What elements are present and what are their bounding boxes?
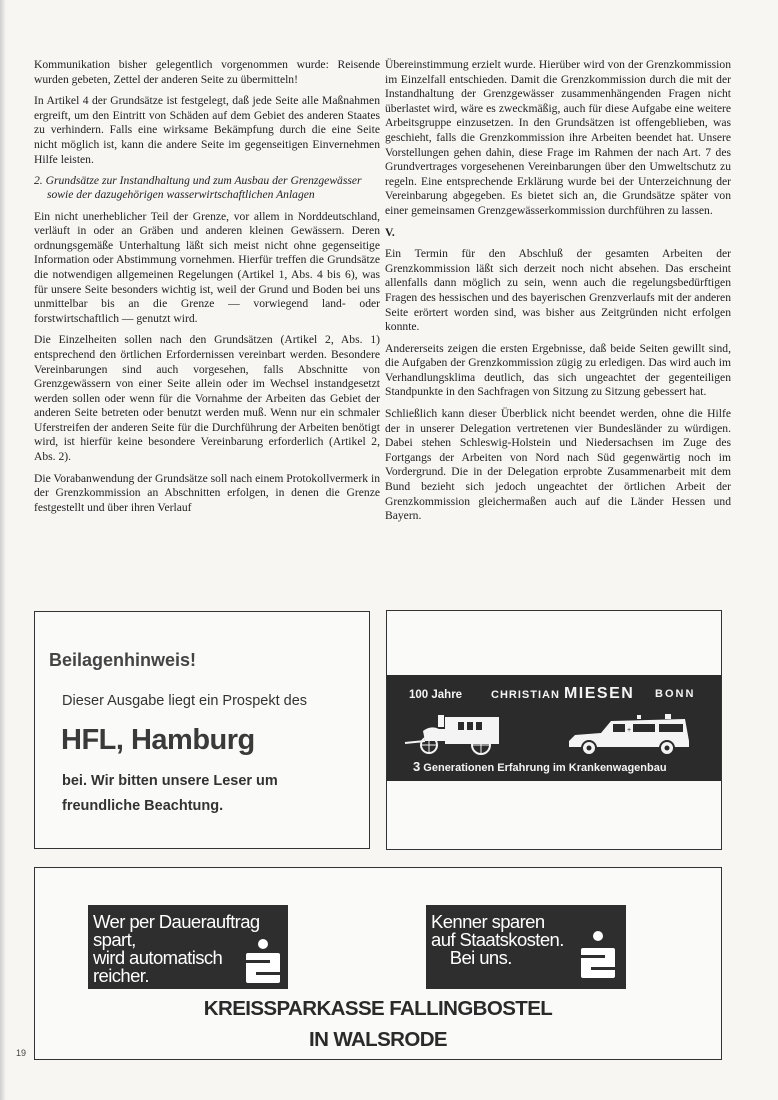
motor-ambulance-icon xyxy=(567,713,692,757)
miesen-city: BONN xyxy=(655,688,696,700)
slogan-line: Kenner sparen xyxy=(431,911,545,932)
paragraph: Die Einzelheiten sollen nach den Grundsätzen (Artikel 2, Abs. 1) entsprechend den örtlichen Erfordernissen vereinbart werden. Besondere Vereinbarungen sind auch vorgesehen, falls Abschnitte von Grenzgewässern von einer Seite allein oder im Wechsel instandgesetzt werden sollen oder wenn für die Vornahme der Arbeiten das Gebiet der anderen Seite betreten oder benutzt werden muß. Wenn nur ein schmaler Uferstreifen der anderen Seite für die Durchführung der Arbeiten benötigt wird, ist hierfür keine besondere Vereinbarung erforderlich (Artikel 2, Abs. 2). xyxy=(34,333,380,464)
article-right-column xyxy=(385,58,731,531)
section-number: V. xyxy=(385,225,395,239)
miesen-firm-name xyxy=(491,685,634,703)
svg-text:+: + xyxy=(627,727,632,734)
insert-notice-text: Dieser Ausgabe liegt ein Prospekt des xyxy=(62,693,308,709)
page-edge-shadow xyxy=(0,0,6,1100)
miesen-dark-band xyxy=(387,675,721,781)
insert-notice-text: freundliche Beachtung. xyxy=(62,798,224,814)
section-heading: 2. Grundsätze zur Instandhaltung und zum Ausbau der Grenzgewässer sowie der dazugehörigen wasserwirtschaftlichen Anlagen xyxy=(34,174,362,202)
paragraph: Ein nicht unerheblicher Teil der Grenze, vor allem in Norddeutschland, verläuft in oder an Gräben und anderen kleinen Gewässern. Deren ordnungsgemäße Unterhaltung läßt sich meist nicht ohne gegenseitige Information oder Abstimmung vornehmen. Hierfür treffen die Grundsätze die notwendigen allgemeinen Regelungen (Artikel 1, Abs. 4 bis 6), was für unsere Seite besonders wichtig ist, weil der Grund und Boden bei uns unmittelbar bis an die Grenze — vorwiegend land- oder forstwirtschaftlich — genutzt wird. xyxy=(34,209,380,325)
paragraph: Übereinstimmung erzielt wurde. Hierüber wird von der Grenzkommission im Einzelfall entschieden. Damit die Grenzkommission durch die mit der Instandhaltung der Grenzgewässer zusammenhängenden Fragen nicht überlastet wird, wäre es zweckmäßig, auch für diese Aufgabe eine weitere Arbeitsgruppe einzusetzen. In den Grundsätzen ist offengeblieben, was geschieht, falls die Grenzkommission ihre Arbeiten beendet hat. Unsere Vorstellungen gehen dahin, diese Frage im Rahmen der nach Art. 7 des Grundvertrages vorgesehenen Vereinbarungen über den Umweltschutz zu regeln. Eine entsprechende Erklärung wurde bei der Unterzeichnung der Vereinbarung abgegeben. Es bietet sich an, die Grundsätze später von einer gemeinsamen Grenzgewässerkommission durchführen zu lassen. xyxy=(385,58,731,217)
paragraph: Ein Termin für den Abschluß der gesamten Arbeiten der Grenzkommission läßt sich derzeit noch nicht absehen. Das erscheint allenfalls dann möglich zu sein, wenn auch die regelungsbedürftigen Fragen des hessischen und des bayerischen Grenzverlaufs mit der anderen Seite erörtert worden sind, was bisher aus Zeitgründen nicht erfolgen konnte. xyxy=(385,247,731,334)
horse-drawn-ambulance-icon xyxy=(403,711,503,755)
page-number: 19 xyxy=(16,1048,27,1058)
paragraph: Andererseits zeigen die ersten Ergebnisse, daß beide Seiten gewillt sind, die Aufgaben der Grenzkommission zügig zu erledigen. Das wird auch im Verhandlungsklima deutlich, das sich ungeachtet der gegenteiligen Standpunkte in den Sachfragen von Sitzung zu Sitzung gebessert hat. xyxy=(385,341,731,399)
insert-notice-text: bei. Wir bitten unsere Leser um xyxy=(62,773,278,789)
sparkasse-s-logo-icon xyxy=(245,938,281,984)
savings-slogan-panel-left xyxy=(88,905,288,989)
bank-location: IN WALSRODE xyxy=(308,1028,448,1051)
miesen-ambulance-ad xyxy=(386,610,722,850)
paragraph: Schließlich kann dieser Überblick nicht beendet werden, ohne die Hilfe der in unserer Delegation vertretenen vier Bundesländer zu würdigen. Dabei stehen Schleswig-Holstein und Niedersachsen im Zuge des Fortgangs der Arbeiten von Nord nach Süd gegenwärtig noch im Vordergrund. Die in der Delegation erprobte Zusammenarbeit mit dem Bund bezieht sich jedoch ungeachtet der örtlichen Arbeit der Grenzkommission gleichermaßen auch auf die Länder Hessen und Bayern. xyxy=(385,407,731,523)
miesen-firm-surname: MIESEN xyxy=(563,685,635,702)
paragraph: Die Vorabanwendung der Grundsätze soll nach einem Protokollvermerk in der Grenzkommission an Abschnitten erfolgen, in denen die Grenze festgestellt und über ihren Verlauf xyxy=(34,471,381,514)
slogan-line: Bei uns. xyxy=(449,947,512,968)
miesen-tagline xyxy=(413,759,667,774)
miesen-firm-prefix: CHRISTIAN xyxy=(491,689,560,701)
insert-notice-title: Beilagenhinweis! xyxy=(49,650,197,670)
insert-notice-ad xyxy=(34,611,370,849)
paragraph: In Artikel 4 der Grundsätze ist festgelegt, daß jede Seite alle Maßnahmen ergreift, um den Eintritt von Schäden auf dem Gebiet des anderen Staates zu verhindern. Falls eine wirksame Bekämpfung durch die eine Seite nicht möglich ist, kann die andere Seite im gegenseitigen Einvernehmen Hilfe leisten. xyxy=(34,94,380,166)
slogan-line: reicher. xyxy=(93,965,149,986)
slogan-line: wird automatisch xyxy=(93,947,223,968)
paragraph: Kommunikation bisher gelegentlich vorgenommen wurde: Reisende wurden gebeten, Zettel der anderen Seite zu übermitteln! xyxy=(34,58,380,86)
miesen-tagline-text: Generationen Erfahrung im Krankenwagenbau xyxy=(423,762,667,774)
bank-name: KREISSPARKASSE FALLINGBOSTEL xyxy=(203,997,553,1020)
savings-slogan-panel-right xyxy=(426,905,626,989)
slogan-line: auf Staatskosten. xyxy=(431,929,564,950)
slogan-line: Wer per Dauerauftrag spart, xyxy=(93,911,260,950)
article-left-column xyxy=(34,58,380,522)
kreissparkasse-ad xyxy=(34,867,722,1060)
insert-notice-company: HFL, Hamburg xyxy=(61,724,255,756)
sparkasse-s-logo-icon xyxy=(580,930,616,980)
miesen-years: 100 Jahre xyxy=(409,689,463,701)
miesen-tagline-number: 3 xyxy=(413,759,421,774)
